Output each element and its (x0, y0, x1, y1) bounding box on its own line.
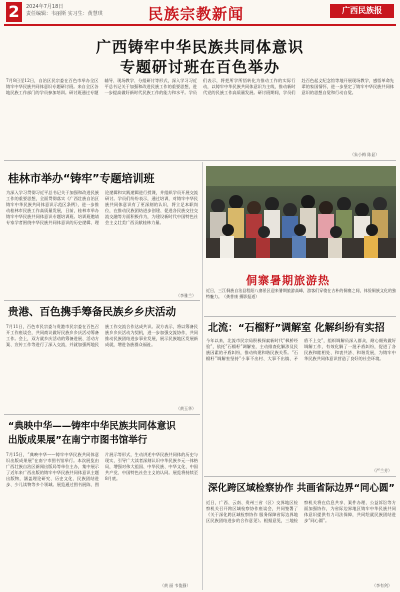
book-exhibit-headline-line2: 出版成果展”在南宁市图书馆举行 (8, 435, 148, 446)
procuratorate-body: 近日，广西、云南、贵州三省（区）交界地区检察机关召开跨区域检察协作座谈会，共同签署了《关于深化跨区域检察协作 服务保障省际边界地区民族团结进步的合作意见》。根据意见，三地检察机关将在信息共享、案件办理、公益诉讼等方面加强协作，为省际边界地区铸牢中华民族共同体意识提供有力司法保障，共同绘就民族团结进步“同心圆”。 (206, 500, 396, 523)
photo-tourists-dong-village (206, 166, 396, 258)
page-number: 2 (6, 2, 22, 22)
guilin-headline: 桂林市举办“铸牢”专题培训班 (8, 172, 155, 185)
divider (204, 476, 396, 477)
page-section-name: 民族宗教新闻 (148, 5, 245, 23)
guigang-byline: （黄玉华） (176, 406, 196, 411)
crowd-photo-illustration (206, 166, 396, 258)
lead-byline: （朱小梅 陈显） (350, 152, 380, 157)
date-line: 2024年7月18日 (26, 4, 64, 10)
divider (204, 316, 396, 317)
beiliu-byline: （严兰芳） (372, 468, 392, 473)
divider (4, 160, 396, 161)
divider (4, 414, 200, 415)
newspaper-brand-badge: 广西民族报 (330, 4, 394, 18)
guilin-byline: （李雅兰） (176, 293, 196, 298)
book-exhibit-headline-line1: “典映中华——铸牢中华民族共同体意识 (8, 421, 176, 432)
book-exhibit-body: 7月15日，“典映中华——铸牢中华民族共同体意识出版成果展”在南宁市图书馆举行。本次展览由广西壮族自治区新闻出版局等单位主办，集中展示了近年来广西出版的铸牢中华民族共同体意识主题出版物，涵盖理论研究、历史文化、民族团结进步、少儿读物等多个领域。展览通过图书展陈、图片展示等形式，生动讲述中华民族共同体的历史与现实，引导广大读者深刻认识中华民族多元一体格局，增强对伟大祖国、中华民族、中华文化、中国共产党、中国特色社会主义的认同。展览将持续至8月底。 (6, 452, 198, 487)
masthead-rule (4, 24, 396, 26)
column-divider (202, 162, 203, 590)
book-exhibit-byline: （黄 丽 韦俊静） (160, 583, 191, 588)
guigang-headline: 贵港、百色携手筹备民族乡乡庆活动 (8, 306, 176, 318)
beiliu-headline: 北流：“石榴籽”调解室 化解纠纷有实招 (208, 323, 385, 334)
beiliu-body: 今年以来，北流市民宗局积极探索新时代“枫桥经验”，依托“石榴籽”调解室，主动排查化解涉及民族因素的矛盾纠纷，推动构建和谐民族关系。“石榴籽”调解室坚持“小事不出村、大事不出镇、矛盾不上交”，组织调解员深入群众，耐心细致做好调解工作，有效化解了一批矛盾纠纷，促进了各民族和睦相处、和衷共济、和谐发展，为铸牢中华民族共同体意识营造了良好的社会环境。 (206, 338, 396, 361)
lead-headline-line1: 广西铸牢中华民族共同体意识 (95, 38, 304, 56)
procuratorate-byline: （李有剑） (372, 583, 392, 588)
issue-meta (26, 4, 103, 18)
guilin-body: 为深入学习贯彻习近平总书记关于加强和改进民族工作的重要思想，全面贯彻落实《广西壮族自治区铸牢中华民族共同体意识示范区条例》，进一步推动桂林市民族工作高质量发展，日前，桂林市举办铸牢中华民族共同体意识专题培训班。培训班邀请专家学者围绕中华民族共同体意识的历史逻辑、理论逻辑和实践逻辑进行授课，并组织学员开展交流研讨。学员们纷纷表示，通过培训，对铸牢中华民族共同体意识有了更深刻的认识，将立足本职岗位，在推动民族团结进步创建、促进各民族交往交流交融等方面积极作为，为建设新时代中国特色社会主义壮美广西贡献桂林力量。 (6, 190, 198, 225)
photo-banner-title: 侗寨暑期旅游热 (246, 274, 330, 287)
lead-headline-line2: 专题研讨班在百色举办 (119, 58, 280, 76)
divider (4, 300, 200, 301)
procuratorate-headline: 深化跨区域检察协作 共画省际边界“同心圆” (208, 483, 395, 494)
lead-body: 7月8日至12日，自治区民宗委在百色市举办全区铸牢中华民族共同体意识专题研讨班。来自全区各地民族工作部门的学员参加培训。研讨班通过专题辅导、现场教学、分组研讨等形式，深入学习习近平总书记关于加强和改进民族工作的重要思想，进一步提高做好新时代民族工作的能力和水平。学员们表示，将把所学所悟转化为推动工作的实际行动，以铸牢中华民族共同体意识为主线，推动新时代党的民族工作高质量发展。研讨班期间，学员们赴百色起义纪念馆等地开展现场教学，感悟革命先辈的家国情怀，进一步坚定了铸牢中华民族共同体意识的思想自觉和行动自觉。 (6, 78, 394, 95)
masthead (0, 0, 400, 34)
editor-line: 责任编辑：韦丽斯 实习生：黄慧琪 (26, 11, 103, 17)
guigang-body: 7月11日，百色市民宗委与贵港市民宗委在百色召开工作座谈会，共同商议做好民族乡乡庆活动筹备工作。会上，双方就乡庆活动的筹备进展、活动方案、宣传工作等进行了深入交流，并就加强两地民族工作交流合作达成共识。双方表示，将以筹备民族乡乡庆活动为契机，进一步加强交流协作，共同推动民族团结进步事业发展，展示民族地区发展新成就，增进各族群众福祉。 (6, 324, 198, 347)
photo-caption: 近日，三江侗族自治县程阳八寨景区迎来暑期旅游高峰，游客们穿梭在古朴的侗寨之间，体验侗族文化的独特魅力。（龚普康 摄影报道） (206, 288, 396, 299)
